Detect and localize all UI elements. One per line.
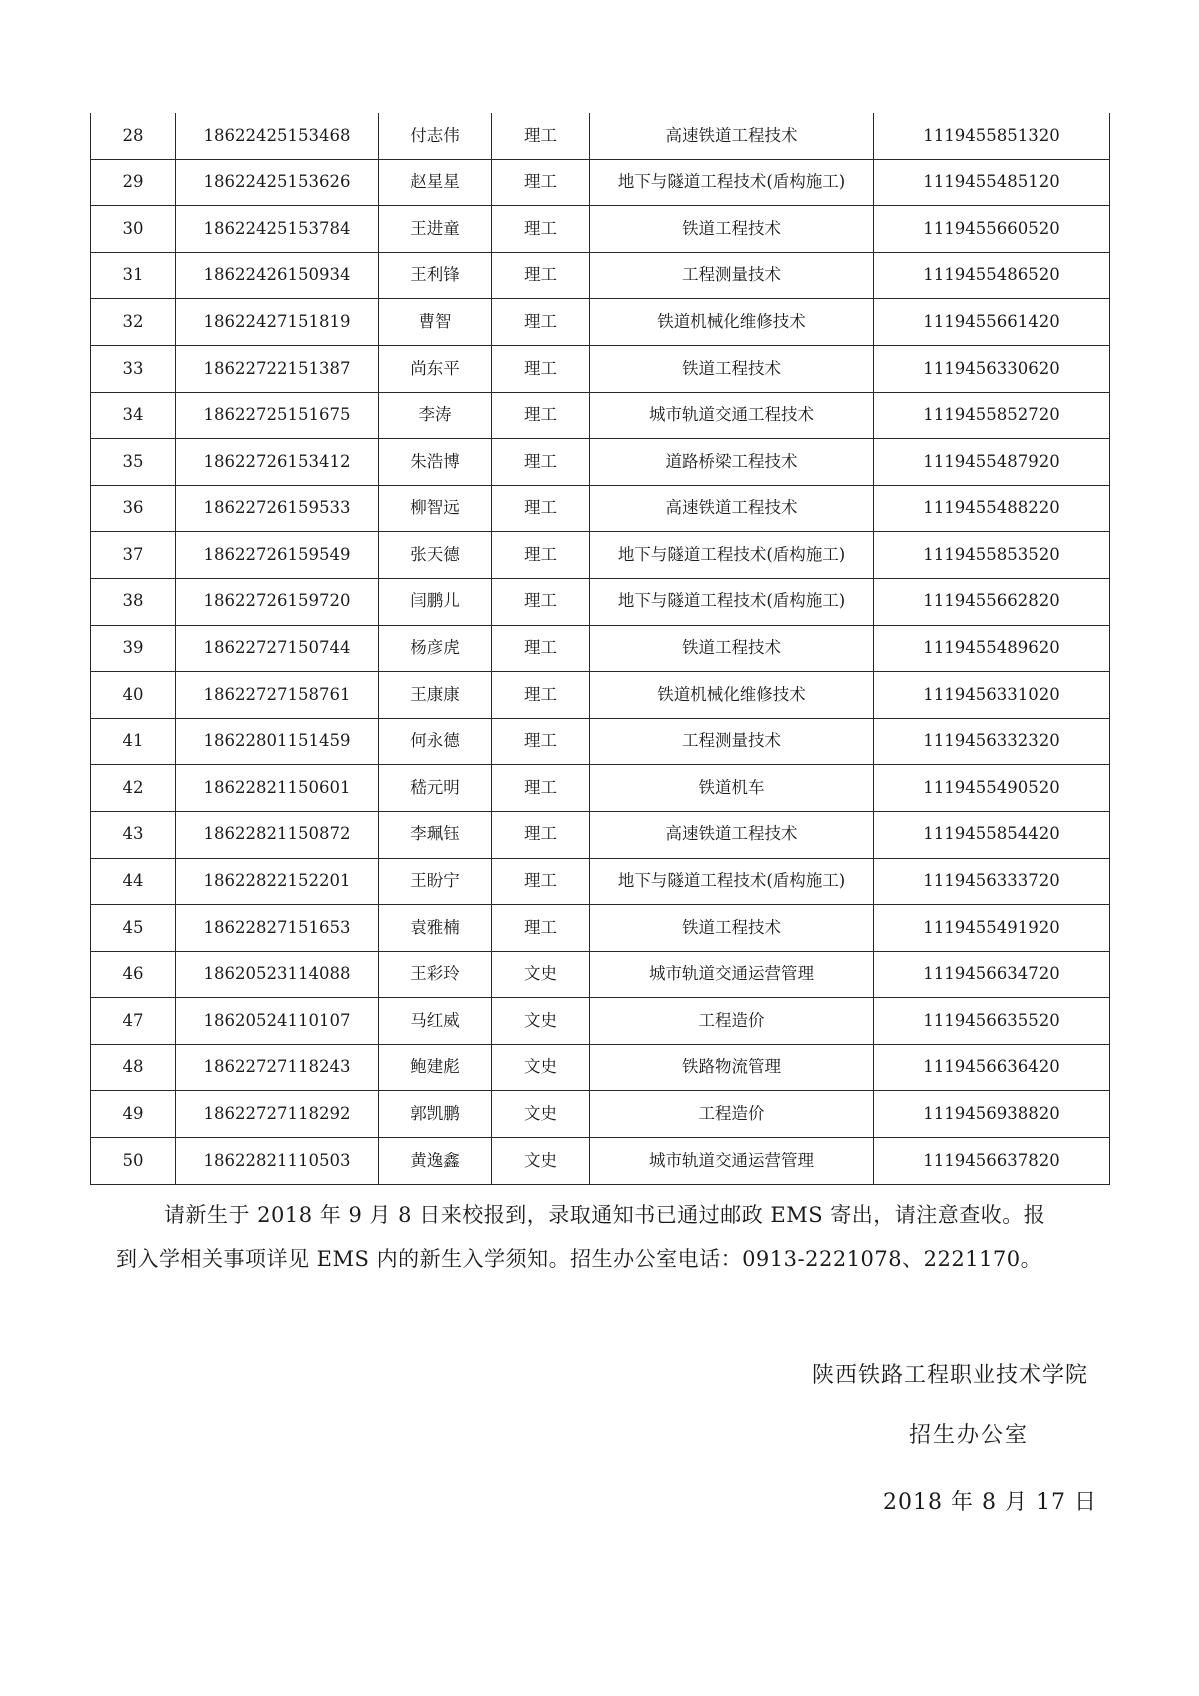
cell-exam-id: 18622725151675 xyxy=(176,392,379,439)
table-row xyxy=(91,765,1110,812)
cell-row-number: 29 xyxy=(91,159,176,206)
cell-major: 道路桥梁工程技术 xyxy=(590,439,874,486)
cell-major: 城市轨道交通运营管理 xyxy=(590,951,874,998)
cell-row-number: 34 xyxy=(91,392,176,439)
cell-ems-tracking-number: 1119455488220 xyxy=(874,485,1110,532)
cell-exam-id: 18622727158761 xyxy=(176,672,379,719)
cell-ems-tracking-number: 1119456333720 xyxy=(874,858,1110,905)
cell-exam-id: 18622722151387 xyxy=(176,345,379,392)
cell-student-name: 马红威 xyxy=(379,998,492,1045)
cell-exam-id: 18622726159533 xyxy=(176,485,379,532)
signature-office: 招生办公室 xyxy=(909,1423,1030,1448)
notice-line-1: 请新生于 2018 年 9 月 8 日来校报到，录取通知书已通过邮政 EMS 寄出，请注意查收。报 xyxy=(164,1203,1046,1227)
cell-student-name: 黄逸鑫 xyxy=(379,1138,492,1185)
cell-major: 工程测量技术 xyxy=(590,718,874,765)
cell-exam-id: 18622727150744 xyxy=(176,625,379,672)
table-row xyxy=(91,252,1110,299)
signature-date: 2018 年 8 月 17 日 xyxy=(883,1490,1097,1515)
cell-category: 理工 xyxy=(492,718,590,765)
cell-exam-id: 18622427151819 xyxy=(176,299,379,346)
cell-row-number: 40 xyxy=(91,672,176,719)
cell-row-number: 45 xyxy=(91,905,176,952)
cell-ems-tracking-number: 1119455491920 xyxy=(874,905,1110,952)
cell-ems-tracking-number: 1119455485120 xyxy=(874,159,1110,206)
table-row xyxy=(91,532,1110,579)
cell-major: 高速铁道工程技术 xyxy=(590,485,874,532)
cell-row-number: 50 xyxy=(91,1138,176,1185)
cell-category: 理工 xyxy=(492,672,590,719)
cell-category: 理工 xyxy=(492,811,590,858)
table-row xyxy=(91,718,1110,765)
table-row xyxy=(91,625,1110,672)
table-row xyxy=(91,858,1110,905)
cell-major: 铁道工程技术 xyxy=(590,345,874,392)
cell-student-name: 杨彦虎 xyxy=(379,625,492,672)
table-row xyxy=(91,439,1110,486)
cell-exam-id: 18622726159720 xyxy=(176,578,379,625)
cell-row-number: 38 xyxy=(91,578,176,625)
cell-category: 理工 xyxy=(492,252,590,299)
cell-category: 理工 xyxy=(492,625,590,672)
cell-student-name: 王康康 xyxy=(379,672,492,719)
cell-category: 理工 xyxy=(492,858,590,905)
cell-major: 地下与隧道工程技术(盾构施工) xyxy=(590,159,874,206)
cell-category: 文史 xyxy=(492,951,590,998)
cell-exam-id: 18622821150872 xyxy=(176,811,379,858)
cell-student-name: 曹智 xyxy=(379,299,492,346)
cell-major: 地下与隧道工程技术(盾构施工) xyxy=(590,858,874,905)
cell-major: 高速铁道工程技术 xyxy=(590,811,874,858)
cell-major: 铁道机械化维修技术 xyxy=(590,299,874,346)
cell-category: 理工 xyxy=(492,578,590,625)
cell-category: 理工 xyxy=(492,905,590,952)
cell-student-name: 尚东平 xyxy=(379,345,492,392)
cell-major: 铁道机车 xyxy=(590,765,874,812)
cell-student-name: 郭凯鹏 xyxy=(379,1091,492,1138)
cell-major: 高速铁道工程技术 xyxy=(590,113,874,159)
table-row xyxy=(91,392,1110,439)
cell-student-name: 朱浩博 xyxy=(379,439,492,486)
cell-row-number: 42 xyxy=(91,765,176,812)
cell-major: 铁道工程技术 xyxy=(590,206,874,253)
cell-major: 铁路物流管理 xyxy=(590,1044,874,1091)
table-row xyxy=(91,1138,1110,1185)
cell-exam-id: 18622425153784 xyxy=(176,206,379,253)
cell-ems-tracking-number: 1119455662820 xyxy=(874,578,1110,625)
cell-ems-tracking-number: 1119456636420 xyxy=(874,1044,1110,1091)
table-row xyxy=(91,206,1110,253)
cell-category: 理工 xyxy=(492,113,590,159)
cell-ems-tracking-number: 1119456331020 xyxy=(874,672,1110,719)
cell-ems-tracking-number: 1119456637820 xyxy=(874,1138,1110,1185)
cell-ems-tracking-number: 1119456332320 xyxy=(874,718,1110,765)
cell-student-name: 张天德 xyxy=(379,532,492,579)
cell-ems-tracking-number: 1119456330620 xyxy=(874,345,1110,392)
cell-row-number: 39 xyxy=(91,625,176,672)
cell-exam-id: 18622821110503 xyxy=(176,1138,379,1185)
cell-student-name: 王盼宁 xyxy=(379,858,492,905)
admission-roster-table xyxy=(90,113,1110,1185)
cell-row-number: 28 xyxy=(91,113,176,159)
cell-row-number: 31 xyxy=(91,252,176,299)
cell-major: 铁道机械化维修技术 xyxy=(590,672,874,719)
cell-category: 文史 xyxy=(492,998,590,1045)
cell-student-name: 闫鹏儿 xyxy=(379,578,492,625)
cell-category: 文史 xyxy=(492,1044,590,1091)
cell-major: 工程造价 xyxy=(590,1091,874,1138)
cell-category: 理工 xyxy=(492,485,590,532)
cell-exam-id: 18622726159549 xyxy=(176,532,379,579)
cell-major: 铁道工程技术 xyxy=(590,625,874,672)
cell-exam-id: 18622726153412 xyxy=(176,439,379,486)
cell-row-number: 48 xyxy=(91,1044,176,1091)
cell-exam-id: 18622727118292 xyxy=(176,1091,379,1138)
cell-exam-id: 18622822152201 xyxy=(176,858,379,905)
cell-row-number: 49 xyxy=(91,1091,176,1138)
cell-student-name: 王进童 xyxy=(379,206,492,253)
cell-major: 城市轨道交通运营管理 xyxy=(590,1138,874,1185)
cell-category: 理工 xyxy=(492,299,590,346)
table-row xyxy=(91,113,1110,159)
cell-student-name: 何永德 xyxy=(379,718,492,765)
cell-student-name: 赵星星 xyxy=(379,159,492,206)
cell-ems-tracking-number: 1119455852720 xyxy=(874,392,1110,439)
cell-major: 城市轨道交通工程技术 xyxy=(590,392,874,439)
cell-ems-tracking-number: 1119455487920 xyxy=(874,439,1110,486)
cell-student-name: 付志伟 xyxy=(379,113,492,159)
cell-exam-id: 18622425153626 xyxy=(176,159,379,206)
table-row xyxy=(91,1044,1110,1091)
table-row xyxy=(91,299,1110,346)
cell-ems-tracking-number: 1119456635520 xyxy=(874,998,1110,1045)
cell-category: 理工 xyxy=(492,345,590,392)
cell-ems-tracking-number: 1119456634720 xyxy=(874,951,1110,998)
cell-category: 理工 xyxy=(492,439,590,486)
cell-ems-tracking-number: 1119456938820 xyxy=(874,1091,1110,1138)
cell-row-number: 44 xyxy=(91,858,176,905)
cell-row-number: 30 xyxy=(91,206,176,253)
cell-ems-tracking-number: 1119455490520 xyxy=(874,765,1110,812)
reporting-notice xyxy=(116,1193,1091,1281)
cell-exam-id: 18622821150601 xyxy=(176,765,379,812)
cell-student-name: 嵇元明 xyxy=(379,765,492,812)
cell-ems-tracking-number: 1119455853520 xyxy=(874,532,1110,579)
cell-student-name: 袁雅楠 xyxy=(379,905,492,952)
cell-ems-tracking-number: 1119455660520 xyxy=(874,206,1110,253)
cell-category: 理工 xyxy=(492,159,590,206)
cell-row-number: 33 xyxy=(91,345,176,392)
table-row xyxy=(91,578,1110,625)
notice-line-2: 到入学相关事项详见 EMS 内的新生入学须知。招生办公室电话：0913-2221078、2221170。 xyxy=(116,1247,1043,1271)
cell-row-number: 32 xyxy=(91,299,176,346)
cell-category: 文史 xyxy=(492,1138,590,1185)
cell-category: 理工 xyxy=(492,206,590,253)
cell-exam-id: 18620523114088 xyxy=(176,951,379,998)
cell-row-number: 47 xyxy=(91,998,176,1045)
cell-category: 理工 xyxy=(492,532,590,579)
cell-row-number: 37 xyxy=(91,532,176,579)
table-row xyxy=(91,1091,1110,1138)
cell-category: 文史 xyxy=(492,1091,590,1138)
cell-major: 工程测量技术 xyxy=(590,252,874,299)
cell-student-name: 王彩玲 xyxy=(379,951,492,998)
table-row xyxy=(91,485,1110,532)
cell-row-number: 46 xyxy=(91,951,176,998)
cell-exam-id: 18622801151459 xyxy=(176,718,379,765)
cell-ems-tracking-number: 1119455851320 xyxy=(874,113,1110,159)
cell-row-number: 35 xyxy=(91,439,176,486)
cell-exam-id: 18620524110107 xyxy=(176,998,379,1045)
cell-exam-id: 18622425153468 xyxy=(176,113,379,159)
roster-body xyxy=(91,113,1110,1184)
table-row xyxy=(91,998,1110,1045)
cell-category: 理工 xyxy=(492,765,590,812)
cell-major: 地下与隧道工程技术(盾构施工) xyxy=(590,532,874,579)
cell-exam-id: 18622827151653 xyxy=(176,905,379,952)
table-row xyxy=(91,672,1110,719)
cell-student-name: 李珮钰 xyxy=(379,811,492,858)
cell-student-name: 王利锋 xyxy=(379,252,492,299)
cell-major: 工程造价 xyxy=(590,998,874,1045)
cell-student-name: 柳智远 xyxy=(379,485,492,532)
cell-row-number: 43 xyxy=(91,811,176,858)
cell-row-number: 41 xyxy=(91,718,176,765)
cell-category: 理工 xyxy=(492,392,590,439)
cell-student-name: 鲍建彪 xyxy=(379,1044,492,1091)
table-row xyxy=(91,951,1110,998)
cell-ems-tracking-number: 1119455661420 xyxy=(874,299,1110,346)
cell-student-name: 李涛 xyxy=(379,392,492,439)
cell-major: 地下与隧道工程技术(盾构施工) xyxy=(590,578,874,625)
table-row xyxy=(91,159,1110,206)
table-row xyxy=(91,905,1110,952)
cell-row-number: 36 xyxy=(91,485,176,532)
table-row xyxy=(91,345,1110,392)
table-row xyxy=(91,811,1110,858)
cell-ems-tracking-number: 1119455854420 xyxy=(874,811,1110,858)
cell-exam-id: 18622426150934 xyxy=(176,252,379,299)
cell-ems-tracking-number: 1119455486520 xyxy=(874,252,1110,299)
signature-school: 陕西铁路工程职业技术学院 xyxy=(811,1363,1088,1388)
cell-ems-tracking-number: 1119455489620 xyxy=(874,625,1110,672)
cell-major: 铁道工程技术 xyxy=(590,905,874,952)
cell-exam-id: 18622727118243 xyxy=(176,1044,379,1091)
